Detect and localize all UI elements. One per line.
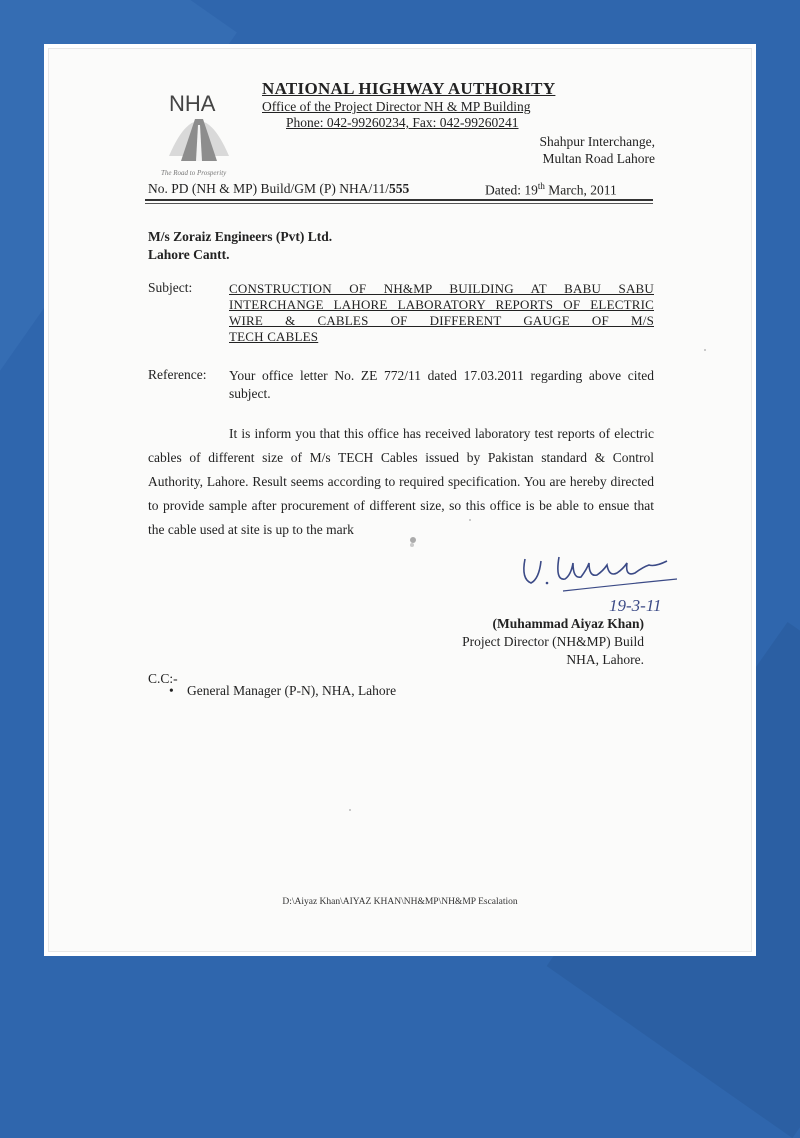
date-suffix: March, 2011 [544, 182, 617, 198]
subject-text-last-line: TECH CABLES [229, 329, 319, 344]
signature-date: 19-3-11 [609, 596, 662, 615]
bullet-icon: • [169, 683, 174, 698]
reference-label: Reference: [148, 367, 207, 382]
office-address [540, 133, 655, 167]
letter-body: It is inform you that this office has received laboratory test reports of electric cables of different size of M/s TECH Cables issued by Pakistan standard & Control Authority, Lahore. Result seems according to required specification. You are hereby directed to provide sample after procurement of different size, so this office is be able to ensue that the cable used at site is up to the mark [148, 426, 654, 537]
letter-date [485, 181, 617, 199]
reference-text: Your office letter No. ZE 772/11 dated 17.03.2011 regarding above cited subject. [229, 368, 654, 401]
date-prefix: Dated: 19 [485, 182, 538, 198]
addressee-line: Lahore Cantt. [148, 247, 230, 262]
letter-number-suffix: 555 [389, 181, 410, 196]
divider [145, 203, 653, 204]
paper-speck [349, 809, 351, 811]
cc-list-item [169, 683, 396, 699]
letter-number [148, 181, 409, 197]
divider [145, 199, 653, 201]
paper-speck [704, 349, 706, 351]
signatory-title: Project Director (NH&MP) Build [462, 634, 644, 649]
logo-tagline: The Road to Prosperity [161, 169, 227, 177]
organization-name: NATIONAL HIGHWAY AUTHORITY [262, 79, 556, 98]
letter-number-prefix: No. PD (NH & MP) Build/GM (P) NHA/11/ [148, 181, 390, 196]
office-name: Office of the Project Director NH & MP Building [262, 99, 531, 114]
paper-speck [469, 519, 471, 521]
address-line: Multan Road Lahore [542, 151, 655, 166]
document-frame [44, 44, 756, 956]
logo-text: NHA [169, 91, 216, 116]
signatory-block [462, 615, 644, 669]
cc-recipient: General Manager (P-N), NHA, Lahore [187, 683, 397, 698]
addressee [148, 228, 332, 264]
addressee-line: M/s Zoraiz Engineers (Pvt) Ltd. [148, 229, 333, 244]
date-ordinal: th [537, 181, 545, 191]
subject-label: Subject: [148, 280, 193, 295]
address-line: Shahpur Interchange, [539, 134, 655, 149]
handwritten-signature [517, 549, 687, 619]
signatory-name: (Muhammad Aiyaz Khan) [492, 616, 644, 631]
nha-logo [159, 81, 239, 181]
footer-file-path: D:\Aiyaz Khan\AIYAZ KHAN\NH&MP\NH&MP Escalation [282, 897, 518, 907]
subject-text: CONSTRUCTION OF NH&MP BUILDING AT BABU SABU INTERCHANGE LAHORE LABORATORY REPORTS OF ELECTRIC WIRE & CABLES OF DIFFERENT GAUGE OF M/S [229, 281, 654, 328]
phone-fax: Phone: 042-99260234, Fax: 042-99260241 [286, 115, 519, 130]
letter-page [48, 48, 752, 952]
ink-smudge [407, 535, 419, 549]
signatory-org: NHA, Lahore. [566, 652, 644, 667]
cc-label: C.C:- [148, 671, 178, 686]
